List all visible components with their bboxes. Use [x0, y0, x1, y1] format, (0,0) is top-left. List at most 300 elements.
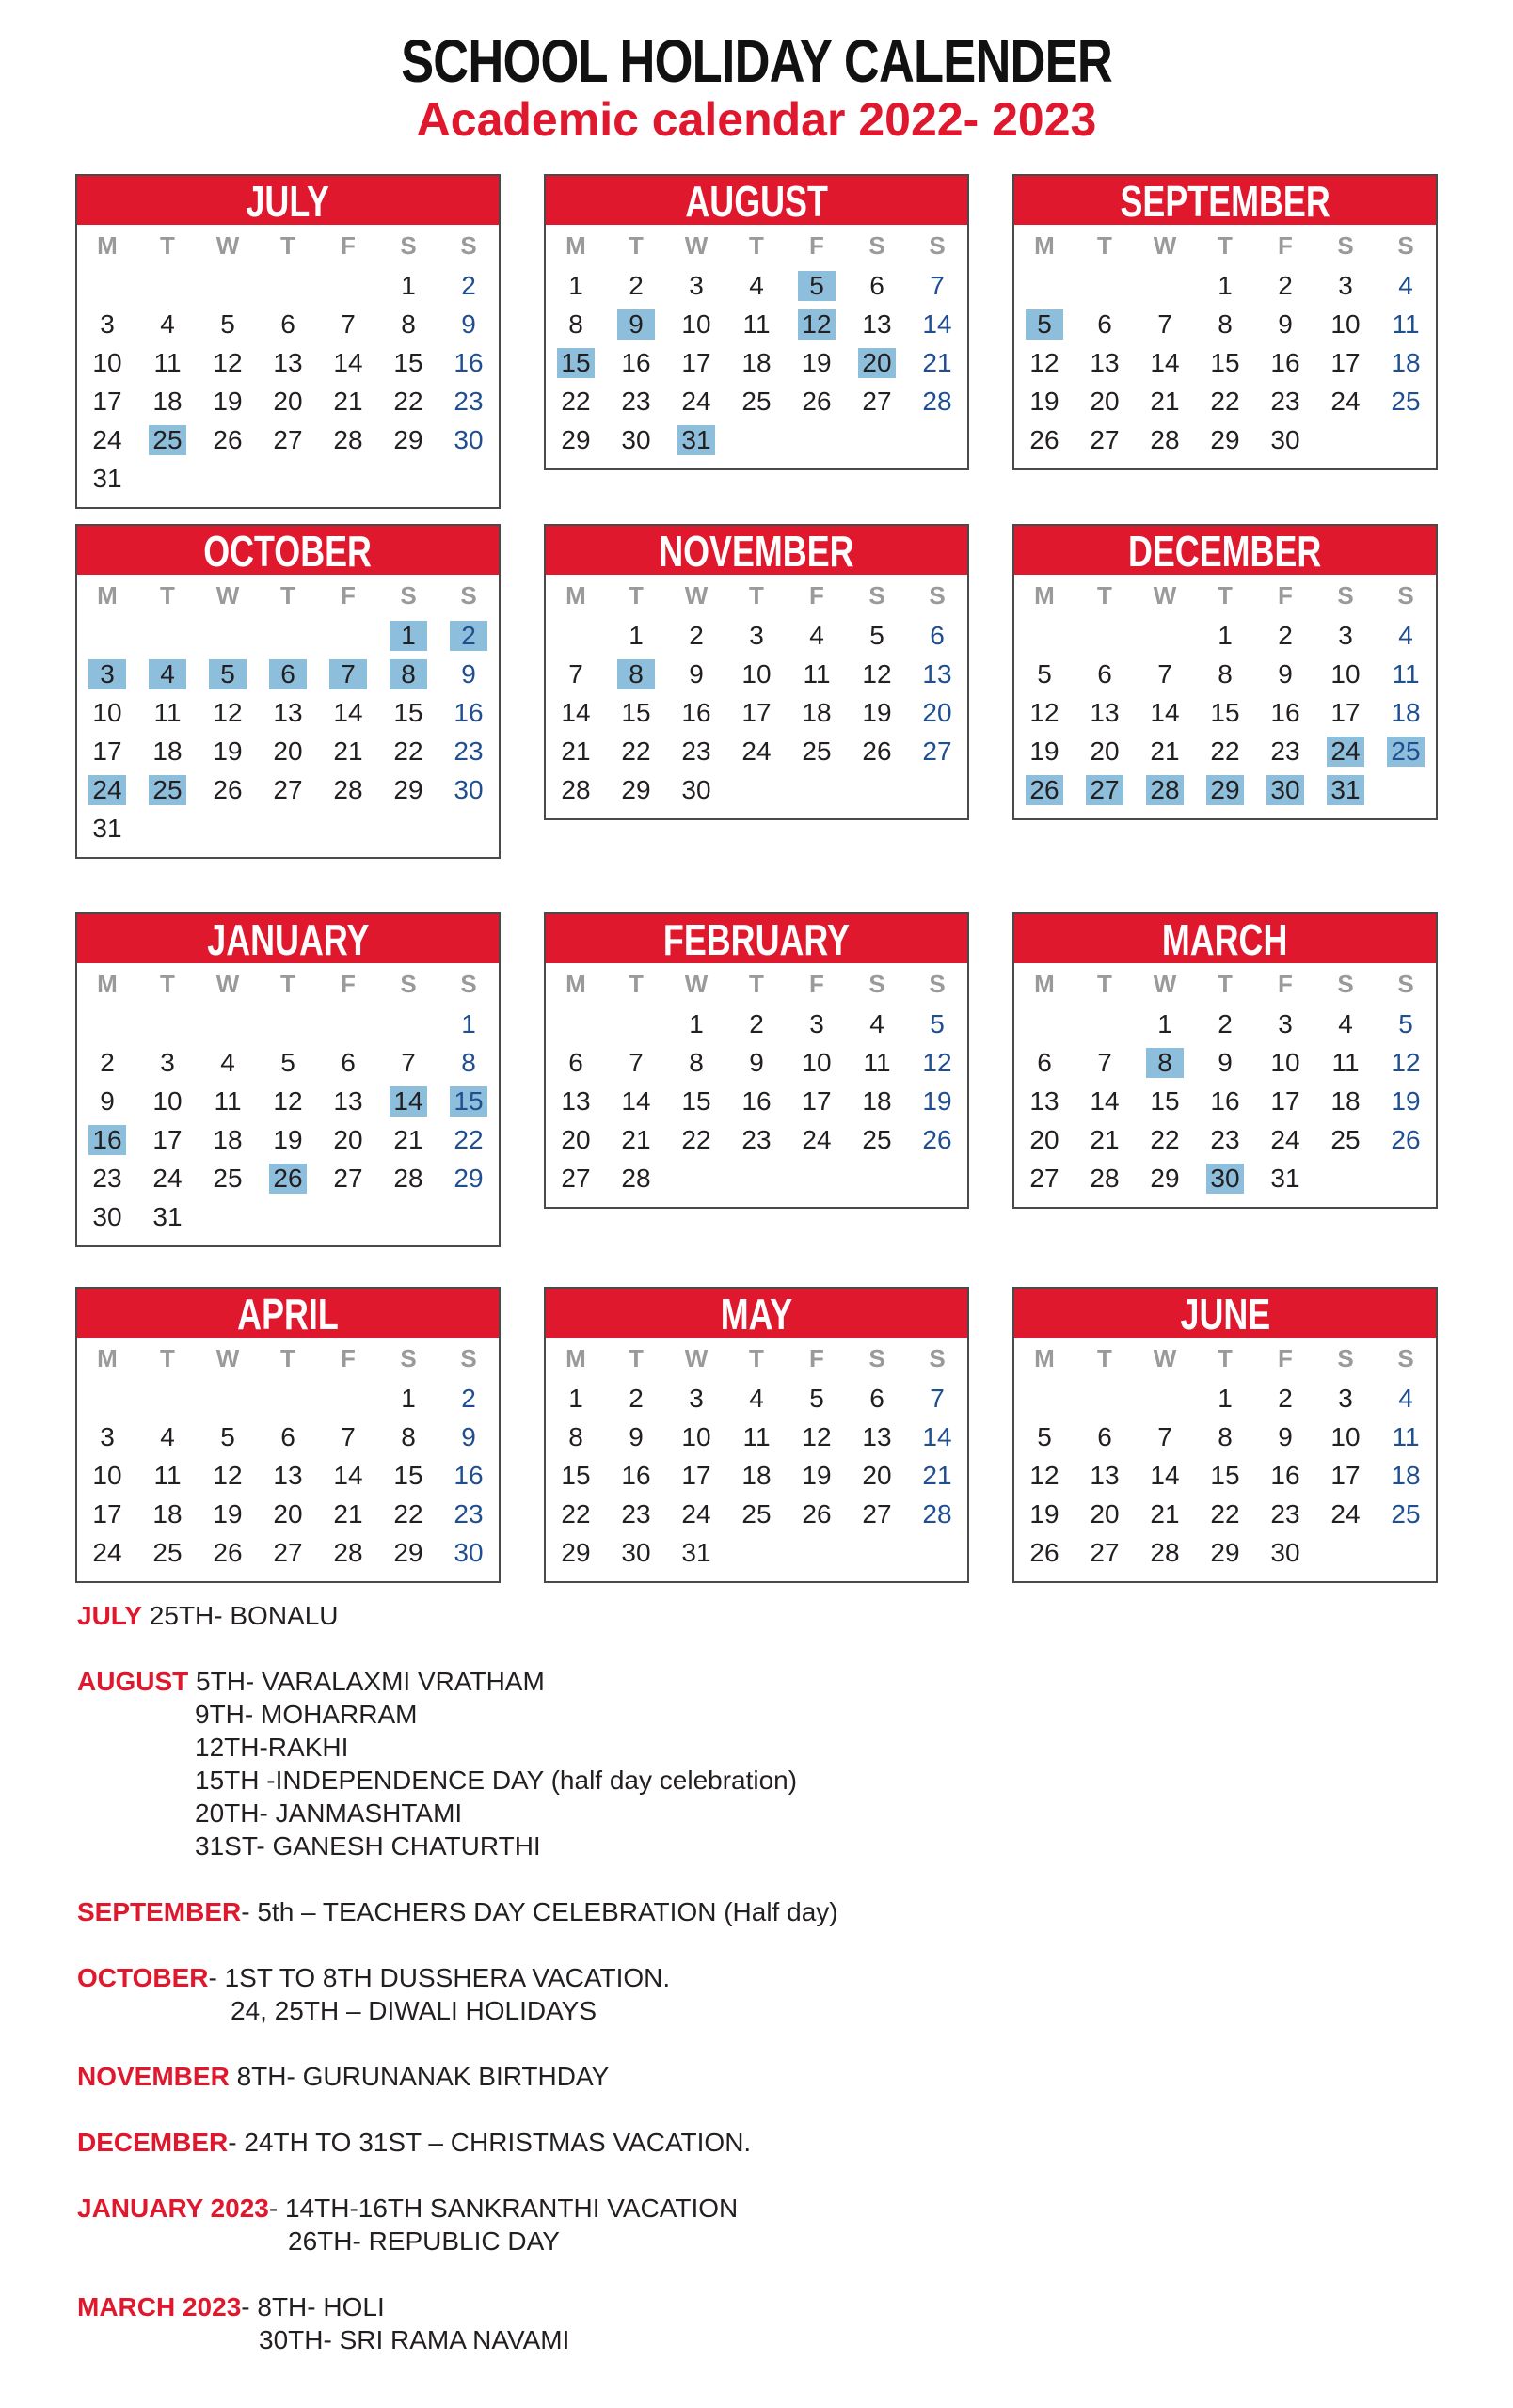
- month-august: [544, 174, 969, 470]
- day-number: 16: [454, 1460, 484, 1490]
- day-cell: [666, 1082, 726, 1120]
- day-cell: [1315, 1418, 1376, 1456]
- day-number: 29: [1210, 424, 1240, 454]
- empty-day-cell: [198, 809, 258, 848]
- empty-day-cell: [378, 809, 438, 848]
- weekday-label: W: [1153, 969, 1177, 998]
- weekday-header-row: [77, 575, 499, 616]
- day-number: 29: [1206, 775, 1244, 805]
- day-number: 4: [749, 1383, 764, 1413]
- day-cell: [666, 1495, 726, 1533]
- day-number: 8: [1146, 1048, 1184, 1078]
- weekday-label: W: [215, 230, 240, 260]
- weekday-label: M: [1034, 969, 1055, 998]
- empty-day-cell: [787, 1159, 847, 1197]
- week-row: [546, 1533, 967, 1572]
- day-cell: [1315, 343, 1376, 382]
- week-row: [1014, 382, 1436, 420]
- weekday-label: S: [868, 230, 885, 260]
- empty-day-cell: [318, 459, 378, 498]
- day-number: 28: [333, 774, 363, 804]
- day-cell: [847, 616, 907, 655]
- day-number: 5: [1026, 309, 1063, 340]
- day-cell: [907, 732, 967, 770]
- day-number: 30: [621, 1537, 651, 1567]
- day-cell: [1075, 1533, 1135, 1572]
- day-number: 20: [922, 697, 952, 727]
- week-row: [546, 1120, 967, 1159]
- weekday-label: W: [684, 580, 709, 610]
- day-cell: [258, 1120, 318, 1159]
- month-title-text: JUNE: [1180, 1290, 1270, 1339]
- day-number: 1: [390, 621, 427, 651]
- day-number: 31: [1270, 1163, 1300, 1193]
- weekday-label: F: [809, 230, 824, 260]
- day-cell: [1014, 655, 1075, 693]
- day-number: 2: [450, 621, 487, 651]
- day-number: 6: [930, 620, 945, 650]
- day-number: 3: [88, 659, 126, 689]
- day-number: 12: [1029, 1460, 1059, 1490]
- day-number: 6: [869, 1383, 884, 1413]
- day-number: 23: [1270, 386, 1300, 416]
- week-row: [546, 1005, 967, 1043]
- day-cell: [1075, 1495, 1135, 1533]
- holiday-day-cell: [137, 655, 198, 693]
- week-row: [546, 616, 967, 655]
- holiday-day-cell: [1014, 770, 1075, 809]
- weekday-label: S: [929, 580, 946, 610]
- day-number: 18: [1391, 347, 1421, 377]
- day-cell: [1195, 1418, 1255, 1456]
- day-cell: [1255, 1379, 1315, 1418]
- empty-day-cell: [907, 770, 967, 809]
- day-number: 26: [213, 1537, 243, 1567]
- day-cell: [606, 1456, 666, 1495]
- day-cell: [546, 266, 606, 305]
- day-cell: [318, 770, 378, 809]
- day-cell: [1376, 266, 1436, 305]
- day-cell: [378, 770, 438, 809]
- day-cell: [318, 732, 378, 770]
- day-cell: [1255, 655, 1315, 693]
- day-number: 27: [862, 1498, 892, 1529]
- day-cell: [378, 1533, 438, 1572]
- day-cell: [847, 1379, 907, 1418]
- day-number: 17: [152, 1124, 183, 1154]
- holiday-day-cell: [1255, 770, 1315, 809]
- day-cell: [1376, 305, 1436, 343]
- weekday-label: W: [684, 230, 709, 260]
- day-number: 25: [152, 1537, 183, 1567]
- week-row: [77, 382, 499, 420]
- day-number: 1: [401, 270, 416, 300]
- empty-day-cell: [378, 1197, 438, 1236]
- day-number: 16: [1210, 1085, 1240, 1116]
- day-number: 17: [92, 1498, 122, 1529]
- day-cell: [1014, 1159, 1075, 1197]
- legend-line: [77, 1830, 1470, 1862]
- day-number: 7: [930, 270, 945, 300]
- day-number: 15: [681, 1085, 711, 1116]
- day-number: 14: [1150, 347, 1180, 377]
- day-number: 4: [220, 1047, 235, 1077]
- day-cell: [1376, 1379, 1436, 1418]
- day-number: 17: [92, 386, 122, 416]
- day-cell: [1135, 1120, 1195, 1159]
- day-number: 1: [1218, 620, 1233, 650]
- weekday-label: S: [1397, 1343, 1414, 1372]
- day-cell: [1135, 1082, 1195, 1120]
- day-number: 8: [568, 309, 583, 339]
- day-number: 24: [681, 386, 711, 416]
- day-number: 11: [1392, 309, 1420, 339]
- day-cell: [907, 1456, 967, 1495]
- day-number: 14: [922, 309, 952, 339]
- day-number: 27: [1086, 775, 1123, 805]
- month-january: [75, 912, 501, 1247]
- day-number: 22: [561, 1498, 591, 1529]
- day-cell: [1376, 1418, 1436, 1456]
- day-number: 7: [401, 1047, 416, 1077]
- day-cell: [77, 420, 137, 459]
- day-number: 14: [1150, 697, 1180, 727]
- day-number: 24: [1270, 1124, 1300, 1154]
- month-title: [1014, 176, 1436, 225]
- day-cell: [1315, 616, 1376, 655]
- day-cell: [606, 343, 666, 382]
- day-cell: [137, 1495, 198, 1533]
- month-bottom-padding: [1014, 459, 1436, 468]
- day-number: 28: [333, 424, 363, 454]
- empty-day-cell: [1075, 616, 1135, 655]
- month-title: [546, 176, 967, 225]
- day-number: 17: [1270, 1085, 1300, 1116]
- empty-day-cell: [318, 616, 378, 655]
- week-row: [546, 343, 967, 382]
- empty-day-cell: [198, 1197, 258, 1236]
- day-number: 22: [393, 1498, 423, 1529]
- week-row: [77, 1159, 499, 1197]
- day-number: 17: [1330, 697, 1361, 727]
- holiday-day-cell: [1315, 770, 1376, 809]
- legend-line: [77, 1599, 1470, 1632]
- day-cell: [378, 420, 438, 459]
- month-september: [1012, 174, 1438, 470]
- day-cell: [438, 1043, 499, 1082]
- day-number: 22: [393, 386, 423, 416]
- week-row: [546, 1082, 967, 1120]
- holiday-day-cell: [1075, 770, 1135, 809]
- month-title: [546, 526, 967, 575]
- legend-text: 20TH- JANMASHTAMI: [195, 1798, 463, 1828]
- empty-day-cell: [258, 809, 318, 848]
- day-cell: [546, 305, 606, 343]
- day-cell: [1255, 1533, 1315, 1572]
- day-number: 9: [1278, 1421, 1293, 1451]
- day-cell: [1014, 343, 1075, 382]
- day-cell: [1195, 693, 1255, 732]
- day-cell: [787, 1005, 847, 1043]
- day-cell: [546, 1495, 606, 1533]
- week-row: [1014, 1533, 1436, 1572]
- day-number: 2: [1278, 620, 1293, 650]
- day-number: 17: [92, 736, 122, 766]
- month-june: [1012, 1287, 1438, 1583]
- day-cell: [318, 1456, 378, 1495]
- day-number: 23: [454, 736, 484, 766]
- day-number: 21: [922, 347, 952, 377]
- empty-day-cell: [198, 1005, 258, 1043]
- day-cell: [787, 343, 847, 382]
- day-number: 27: [922, 736, 952, 766]
- week-row: [77, 1456, 499, 1495]
- week-row: [1014, 655, 1436, 693]
- day-cell: [666, 266, 726, 305]
- day-number: 4: [1398, 270, 1413, 300]
- day-cell: [666, 770, 726, 809]
- month-title-text: OCTOBER: [203, 527, 373, 576]
- empty-day-cell: [726, 1533, 787, 1572]
- weekday-label: S: [400, 969, 417, 998]
- legend-text: - 1ST TO 8TH DUSSHERA VACATION.: [208, 1963, 671, 1992]
- day-cell: [666, 1533, 726, 1572]
- holiday-day-cell: [1014, 305, 1075, 343]
- day-cell: [1135, 1456, 1195, 1495]
- day-number: 10: [741, 658, 772, 689]
- day-cell: [1315, 305, 1376, 343]
- empty-day-cell: [438, 459, 499, 498]
- legend-month-label: JANUARY 2023: [77, 2194, 269, 2223]
- empty-day-cell: [318, 1005, 378, 1043]
- month-title: [77, 526, 499, 575]
- day-number: 28: [1150, 424, 1180, 454]
- day-cell: [787, 655, 847, 693]
- day-cell: [666, 305, 726, 343]
- weekday-label: S: [1397, 969, 1414, 998]
- month-title: [77, 176, 499, 225]
- day-number: 10: [92, 697, 122, 727]
- day-number: 20: [858, 348, 896, 378]
- weekday-label: F: [341, 580, 356, 610]
- weekday-label: S: [1397, 580, 1414, 610]
- day-cell: [1376, 1005, 1436, 1043]
- day-number: 27: [273, 774, 303, 804]
- day-cell: [847, 266, 907, 305]
- day-cell: [907, 655, 967, 693]
- empty-day-cell: [787, 420, 847, 459]
- day-cell: [318, 1043, 378, 1082]
- legend-line: [77, 2290, 1470, 2323]
- day-number: 4: [869, 1008, 884, 1038]
- day-number: 1: [568, 270, 583, 300]
- day-cell: [258, 770, 318, 809]
- legend-text: 26TH- REPUBLIC DAY: [288, 2226, 560, 2256]
- day-cell: [1135, 693, 1195, 732]
- day-number: 18: [152, 386, 183, 416]
- day-number: 10: [92, 1460, 122, 1490]
- day-cell: [546, 655, 606, 693]
- holiday-day-cell: [198, 655, 258, 693]
- day-number: 8: [390, 659, 427, 689]
- day-number: 16: [621, 1460, 651, 1490]
- day-cell: [787, 732, 847, 770]
- weekday-label: M: [1034, 580, 1055, 610]
- day-cell: [1315, 382, 1376, 420]
- day-cell: [438, 1120, 499, 1159]
- month-title-text: MARCH: [1162, 915, 1288, 964]
- weekday-label: S: [868, 580, 885, 610]
- weekday-label: M: [97, 1343, 118, 1372]
- empty-day-cell: [198, 266, 258, 305]
- empty-day-cell: [1135, 266, 1195, 305]
- day-cell: [907, 1495, 967, 1533]
- weekday-label: T: [1218, 230, 1233, 260]
- day-number: 1: [568, 1383, 583, 1413]
- day-cell: [438, 1379, 499, 1418]
- day-number: 15: [557, 348, 595, 378]
- day-number: 13: [1090, 347, 1120, 377]
- day-cell: [1195, 420, 1255, 459]
- day-number: 15: [393, 347, 423, 377]
- day-number: 9: [617, 309, 655, 340]
- month-title: [77, 914, 499, 963]
- day-cell: [1135, 343, 1195, 382]
- day-number: 21: [333, 736, 363, 766]
- month-bottom-padding: [77, 1236, 499, 1245]
- day-cell: [258, 420, 318, 459]
- day-number: 7: [1097, 1047, 1112, 1077]
- empty-day-cell: [1376, 1533, 1436, 1572]
- day-cell: [258, 1418, 318, 1456]
- empty-day-cell: [726, 420, 787, 459]
- month-bottom-padding: [77, 1572, 499, 1581]
- day-number: 13: [273, 697, 303, 727]
- day-cell: [137, 693, 198, 732]
- holiday-day-cell: [137, 420, 198, 459]
- month-october: [75, 524, 501, 859]
- day-number: 1: [689, 1008, 704, 1038]
- day-cell: [546, 1043, 606, 1082]
- month-bottom-padding: [1014, 809, 1436, 818]
- week-row: [1014, 343, 1436, 382]
- day-number: 16: [454, 697, 484, 727]
- day-number: 20: [273, 736, 303, 766]
- day-cell: [847, 1120, 907, 1159]
- day-cell: [787, 382, 847, 420]
- day-number: 13: [922, 658, 952, 689]
- day-cell: [847, 1456, 907, 1495]
- day-cell: [378, 732, 438, 770]
- month-bottom-padding: [77, 848, 499, 857]
- weekday-label: T: [749, 230, 764, 260]
- weekday-header-row: [77, 1338, 499, 1379]
- day-cell: [1014, 1495, 1075, 1533]
- day-cell: [77, 732, 137, 770]
- week-row: [77, 459, 499, 498]
- day-number: 18: [1391, 697, 1421, 727]
- day-cell: [907, 1379, 967, 1418]
- day-number: 2: [100, 1047, 115, 1077]
- day-number: 12: [1029, 347, 1059, 377]
- day-number: 8: [1218, 309, 1233, 339]
- day-number: 11: [153, 347, 182, 377]
- day-number: 20: [333, 1124, 363, 1154]
- legend-text: 24, 25TH – DIWALI HOLIDAYS: [231, 1996, 597, 2025]
- empty-day-cell: [787, 770, 847, 809]
- day-number: 22: [681, 1124, 711, 1154]
- day-cell: [1195, 305, 1255, 343]
- empty-day-cell: [258, 616, 318, 655]
- day-number: 21: [393, 1124, 423, 1154]
- day-number: 23: [1210, 1124, 1240, 1154]
- day-number: 10: [1330, 1421, 1361, 1451]
- day-cell: [1255, 1043, 1315, 1082]
- day-number: 26: [802, 386, 832, 416]
- day-cell: [546, 420, 606, 459]
- day-number: 1: [401, 1383, 416, 1413]
- day-number: 23: [1270, 736, 1300, 766]
- day-cell: [726, 655, 787, 693]
- day-cell: [198, 1082, 258, 1120]
- day-cell: [378, 1456, 438, 1495]
- day-cell: [198, 1495, 258, 1533]
- day-cell: [438, 420, 499, 459]
- day-cell: [1376, 693, 1436, 732]
- day-cell: [1255, 1005, 1315, 1043]
- weekday-label: F: [1278, 580, 1293, 610]
- day-number: 5: [1398, 1008, 1413, 1038]
- day-number: 21: [621, 1124, 651, 1154]
- day-cell: [438, 1418, 499, 1456]
- day-cell: [1315, 655, 1376, 693]
- day-number: 24: [88, 775, 126, 805]
- day-cell: [847, 305, 907, 343]
- day-cell: [1014, 1456, 1075, 1495]
- legend-line: [77, 1665, 1470, 1698]
- weekday-label: T: [160, 230, 175, 260]
- day-number: 10: [1330, 658, 1361, 689]
- empty-day-cell: [137, 616, 198, 655]
- empty-day-cell: [258, 1197, 318, 1236]
- month-title: [77, 1289, 499, 1338]
- day-number: 2: [461, 1383, 476, 1413]
- day-number: 17: [802, 1085, 832, 1116]
- day-number: 19: [862, 697, 892, 727]
- day-number: 3: [1338, 1383, 1353, 1413]
- day-cell: [318, 343, 378, 382]
- day-cell: [726, 266, 787, 305]
- day-cell: [1075, 305, 1135, 343]
- weekday-label: T: [160, 580, 175, 610]
- day-cell: [1135, 382, 1195, 420]
- empty-day-cell: [1376, 770, 1436, 809]
- day-cell: [137, 732, 198, 770]
- day-number: 8: [401, 309, 416, 339]
- day-number: 30: [454, 774, 484, 804]
- day-number: 19: [213, 736, 243, 766]
- holiday-day-cell: [318, 655, 378, 693]
- empty-day-cell: [198, 1379, 258, 1418]
- weekday-label: T: [1097, 230, 1112, 260]
- day-cell: [1376, 1043, 1436, 1082]
- day-number: 9: [1278, 658, 1293, 689]
- day-number: 27: [273, 424, 303, 454]
- day-number: 11: [742, 1421, 771, 1451]
- week-row: [546, 732, 967, 770]
- day-cell: [726, 616, 787, 655]
- legend-month-label: MARCH 2023: [77, 2292, 242, 2321]
